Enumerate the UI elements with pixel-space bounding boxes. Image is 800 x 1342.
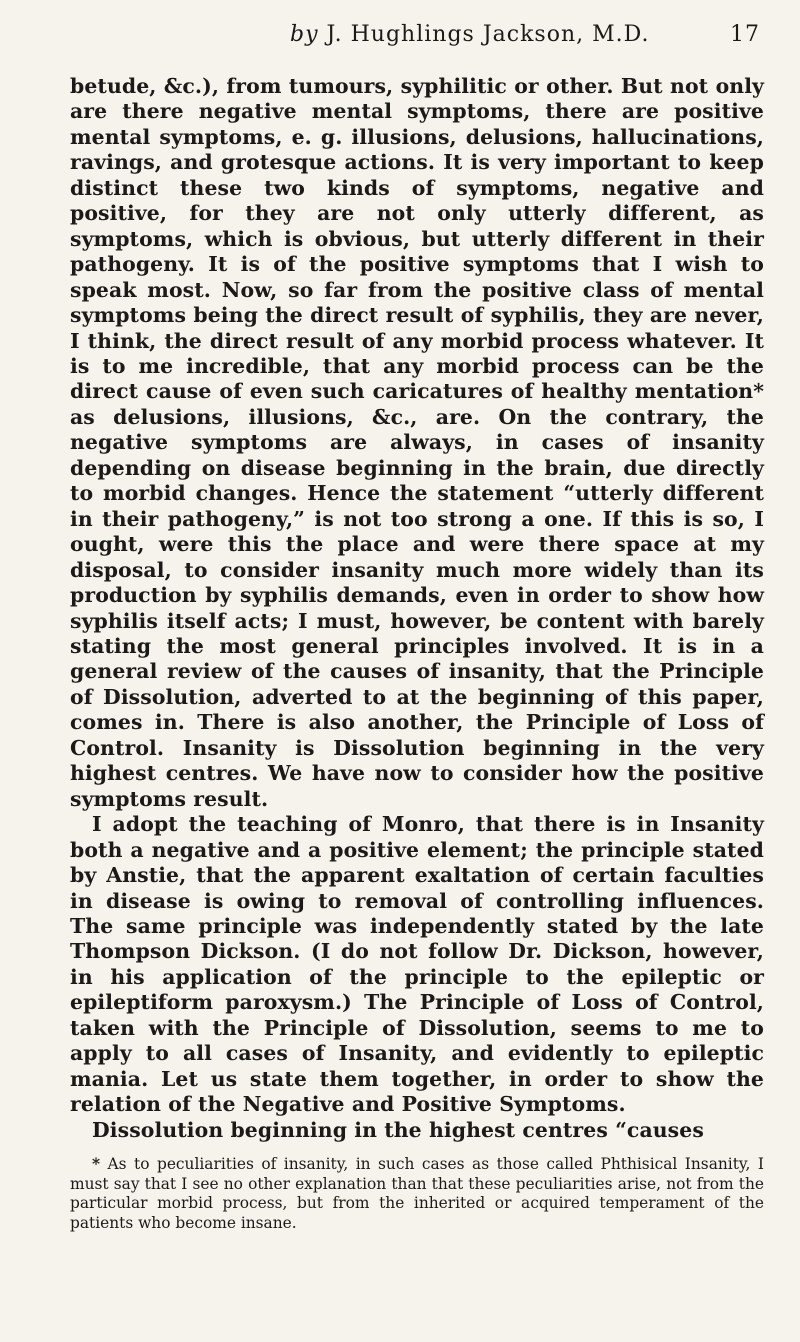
footnote-marker: *	[92, 1155, 101, 1174]
header-by: by	[290, 22, 319, 47]
body-text	[70, 74, 764, 1143]
paragraph-3: Dissolution beginning in the highest centres “causes	[92, 1117, 704, 1142]
footnote-text: As to peculiarities of insanity, in such cases as those called Phthisical Insanity, I must say that I see no other explanation than that these peculiarities arise, not from the particular morbid process, but from the inherited or acquired temperament of the patients who become insane.	[70, 1155, 764, 1232]
running-header	[70, 22, 764, 62]
page-number: 17	[730, 22, 760, 47]
footnote	[70, 1155, 764, 1233]
running-title	[290, 22, 649, 47]
paragraph-1: betude, &c.), from tumours, syphilitic or other. But not only are there negative mental symptoms, there are positive mental symptoms, e. g. illusions, delusions, hallucinations, ravings, and grotesque actions. It is very important to keep distinct these two kinds of symptoms, negative and positive, for they are not only utterly different, as symptoms, which is obvious, but utterly different in their pathogeny. It is of the positive symptoms that I wish to speak most. Now, so far from the positive class of mental symptoms being the direct result of syphilis, they are never, I think, the direct result of any morbid process whatever. It is to me incredible, that any morbid process can be the direct cause of even such caricatures of healthy mentation* as delusions, illusions, &c., are. On the contrary, the negative symptoms are always, in cases of insanity depending on disease beginning in the brain, due directly to morbid changes. Hence the statement “utterly different in their pathogeny,” is not too strong a one. If this is so, I ought, were this the place and were there space at my disposal, to consider insanity much more widely than its production by syphilis demands, even in order to show how syphilis itself acts; I must, however, be content with barely stating the most general principles involved. It is in a general review of the causes of insanity, that the Principle of Dissolution, adverted to at the beginning of this paper, comes in. There is also another, the Principle of Loss of Control. Insanity is Dissolution beginning in the very highest centres. We have now to consider how the positive symptoms result.	[70, 74, 764, 811]
paragraph-2: I adopt the teaching of Monro, that there is in Insanity both a negative and a positive element; the principle stated by Anstie, that the apparent exaltation of certain faculties in disease is owing to removal of controlling influences. The same principle was independently stated by the late Thompson Dickson. (I do not follow Dr. Dickson, however, in his application of the principle to the epileptic or epileptiform paroxysm.) The Principle of Loss of Control, taken with the Principle of Dissolution, seems to me to apply to all cases of Insanity, and evidently to epileptic mania. Let us state them together, in order to show the relation of the Negative and Positive Symptoms.	[70, 812, 764, 1117]
header-author: J. Hughlings Jackson, M.D.	[326, 22, 650, 47]
footnote-paragraph	[70, 1155, 764, 1233]
